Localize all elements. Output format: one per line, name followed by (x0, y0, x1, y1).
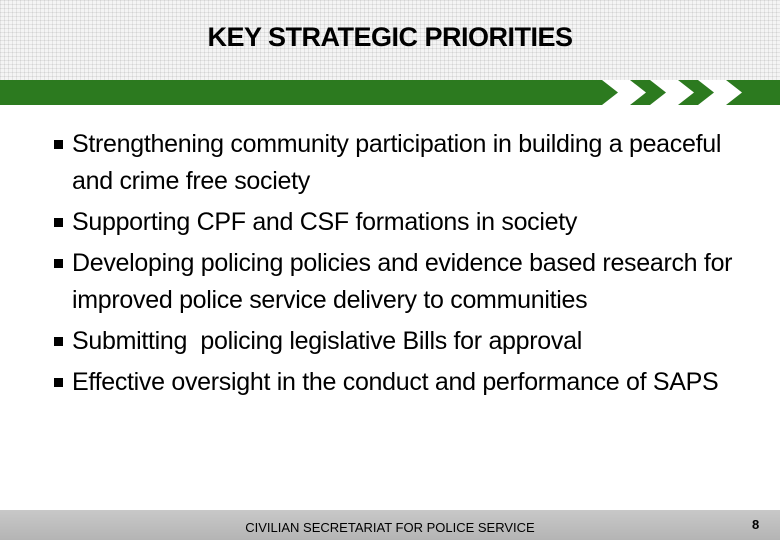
list-item (54, 126, 754, 200)
square-bullet-icon (54, 259, 63, 268)
list-item-text: Effective oversight in the conduct and performance of SAPS (72, 368, 719, 396)
list-item-text: Strengthening community participation in building a peaceful and crime free society (72, 130, 722, 195)
square-bullet-icon (54, 218, 63, 227)
list-item (54, 323, 754, 360)
priorities-list (54, 126, 754, 405)
slide-title: KEY STRATEGIC PRIORITIES (207, 22, 573, 52)
list-item (54, 364, 754, 401)
slide-footer (0, 510, 780, 540)
slide-header (0, 0, 780, 80)
page-number: 8 (752, 517, 760, 532)
square-bullet-icon (54, 140, 63, 149)
chevron-decoration (596, 80, 780, 105)
footer-organization: CIVILIAN SECRETARIAT FOR POLICE SERVICE (245, 520, 535, 535)
square-bullet-icon (54, 378, 63, 387)
list-item-text: Submitting policing legislative Bills for approval (72, 327, 582, 355)
list-item (54, 204, 754, 241)
square-bullet-icon (54, 337, 63, 346)
list-item (54, 245, 754, 319)
chevron-right-icon (650, 80, 694, 105)
chevron-right-icon (698, 80, 742, 105)
list-item-text: Developing policing policies and evidence based research for improved police service delivery to communities (72, 249, 733, 314)
list-item-text: Supporting CPF and CSF formations in society (72, 208, 578, 236)
chevron-right-icon (602, 80, 646, 105)
